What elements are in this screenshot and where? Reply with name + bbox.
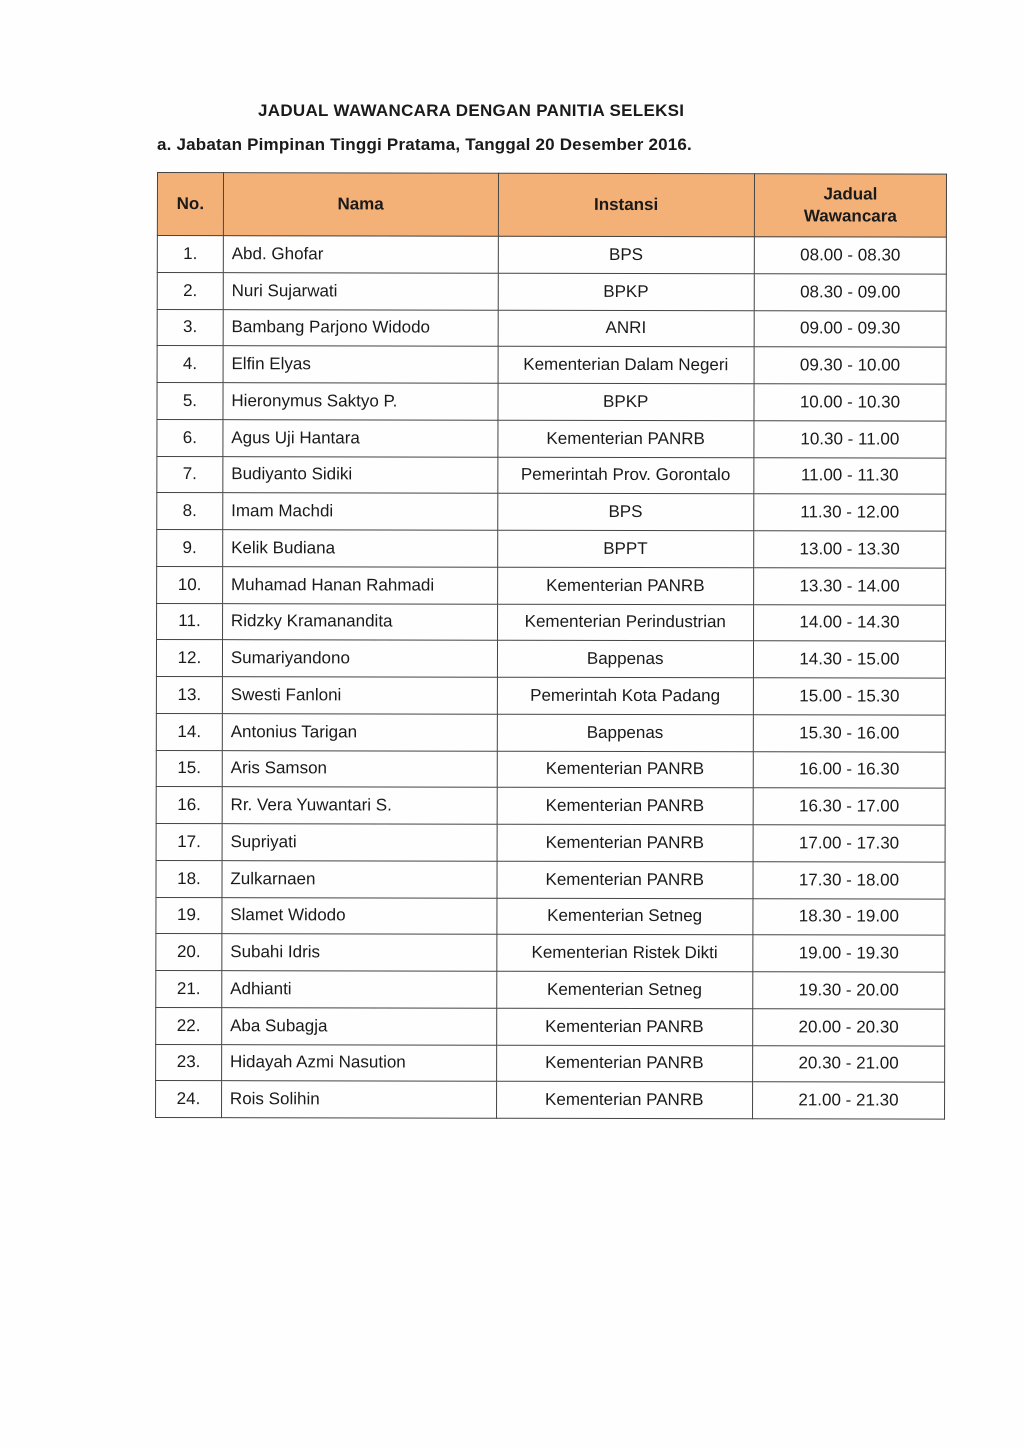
cell-nama: Elfin Elyas [223,346,498,383]
cell-jadual: 13.30 - 14.00 [753,568,945,605]
table-row [156,823,945,861]
cell-no: 13. [156,676,222,713]
cell-no: 18. [156,860,222,897]
cell-instansi: Kementerian PANRB [497,751,753,788]
cell-jadual: 10.00 - 10.30 [754,384,946,421]
section-heading: a. Jabatan Pimpinan Tinggi Pratama, Tanggal 20 Desember 2016. [157,135,692,154]
table-body [156,236,947,1120]
cell-no: 14. [156,713,222,750]
cell-jadual: 19.00 - 19.30 [753,935,945,972]
cell-nama: Subahi Idris [222,934,497,971]
table-row [157,236,946,274]
cell-jadual: 14.30 - 15.00 [753,641,945,678]
cell-instansi: Kementerian Perindustrian [497,604,753,641]
header-jadual-line2: Wawancara [803,206,897,226]
cell-nama: Hidayah Azmi Nasution [221,1044,496,1081]
cell-instansi: BPKP [497,383,753,420]
table-row [157,566,946,604]
cell-nama: Abd. Ghofar [223,236,498,273]
cell-jadual: 17.00 - 17.30 [753,825,945,862]
cell-no: 23. [156,1044,222,1081]
cell-instansi: Kementerian Dalam Negeri [498,346,754,383]
cell-nama: Antonius Tarigan [222,713,497,750]
cell-instansi: Pemerintah Kota Padang [497,677,753,714]
cell-no: 20. [156,934,222,971]
schedule-table [155,172,947,1120]
cell-instansi: Kementerian PANRB [497,420,753,457]
cell-nama: Supriyati [222,824,497,861]
table-row [156,676,945,714]
cell-jadual: 13.00 - 13.30 [754,531,946,568]
cell-jadual: 09.00 - 09.30 [754,310,946,347]
cell-no: 7. [157,456,223,493]
cell-instansi: BPPT [497,530,753,567]
cell-jadual: 20.30 - 21.00 [752,1045,944,1082]
cell-jadual: 19.30 - 20.00 [753,972,945,1009]
cell-jadual: 08.00 - 08.30 [754,237,946,274]
table-row [157,419,946,457]
cell-jadual: 15.00 - 15.30 [753,678,945,715]
table-row [156,750,945,788]
cell-nama: Budiyanto Sidiki [223,456,498,493]
cell-no: 19. [156,897,222,934]
table-row [156,897,945,935]
cell-jadual: 08.30 - 09.00 [754,274,946,311]
cell-nama: Rois Solihin [221,1081,496,1118]
cell-nama: Bambang Parjono Widodo [223,309,498,346]
cell-instansi: BPS [498,236,754,273]
table-row [156,640,945,678]
cell-nama: Aba Subagja [222,1007,497,1044]
cell-no: 4. [157,346,223,383]
cell-jadual: 09.30 - 10.00 [754,347,946,384]
table-row [156,970,945,1008]
cell-instansi: Pemerintah Prov. Gorontalo [497,457,753,494]
cell-nama: Ridzky Kramanandita [222,603,497,640]
cell-instansi: Kementerian Setneg [496,971,752,1008]
table-row [157,309,946,347]
table-row [157,456,946,494]
table-header [157,173,946,238]
cell-no: 11. [157,603,223,640]
cell-no: 8. [157,493,223,530]
cell-no: 10. [157,566,223,603]
table-row [156,1007,945,1045]
cell-instansi: Kementerian PANRB [496,1081,752,1118]
cell-no: 22. [156,1007,222,1044]
table-row [156,787,945,825]
header-jadual [754,174,946,237]
header-row [157,173,946,238]
page-title: JADUAL WAWANCARA DENGAN PANITIA SELEKSI [258,101,685,120]
cell-nama: Agus Uji Hantara [223,419,498,456]
cell-no: 2. [157,272,223,309]
cell-no: 6. [157,419,223,456]
cell-nama: Hieronymus Saktyo P. [223,383,498,420]
cell-no: 3. [157,309,223,346]
cell-instansi: Kementerian PANRB [496,1045,752,1082]
cell-jadual: 16.30 - 17.00 [753,788,945,825]
cell-no: 15. [156,750,222,787]
cell-jadual: 17.30 - 18.00 [753,861,945,898]
cell-instansi: BPKP [498,273,754,310]
cell-nama: Adhianti [222,971,497,1008]
cell-nama: Slamet Widodo [222,897,497,934]
cell-jadual: 18.30 - 19.00 [753,898,945,935]
table-row [156,713,945,751]
cell-nama: Aris Samson [222,750,497,787]
cell-instansi: Bappenas [497,640,753,677]
table-row [157,493,946,531]
cell-jadual: 15.30 - 16.00 [753,715,945,752]
cell-nama: Swesti Fanloni [222,677,497,714]
table-row [157,530,946,568]
cell-jadual: 16.00 - 16.30 [753,751,945,788]
cell-jadual: 14.00 - 14.30 [753,604,945,641]
cell-no: 16. [156,787,222,824]
header-instansi: Instansi [498,173,755,237]
table-row [157,383,946,421]
cell-jadual: 11.00 - 11.30 [754,457,946,494]
cell-no: 5. [157,383,223,420]
cell-jadual: 21.00 - 21.30 [752,1082,944,1119]
header-jadual-line1: Jadual [823,184,878,204]
cell-jadual: 20.00 - 20.30 [753,1008,945,1045]
cell-no: 9. [157,530,223,567]
table-row [156,860,945,898]
header-nama: Nama [223,173,498,237]
table-row [156,934,945,972]
cell-instansi: Kementerian Setneg [496,898,752,935]
cell-no: 17. [156,823,222,860]
cell-instansi: Kementerian PANRB [496,861,752,898]
cell-instansi: Bappenas [497,714,753,751]
table-row [156,1044,945,1082]
cell-no: 1. [157,236,223,273]
cell-nama: Muhamad Hanan Rahmadi [222,566,497,603]
cell-instansi: Kementerian PANRB [497,824,753,861]
cell-instansi: Kementerian PANRB [496,1008,752,1045]
cell-instansi: BPS [497,493,753,530]
cell-nama: Sumariyandono [222,640,497,677]
cell-nama: Kelik Budiana [223,530,498,567]
header-no: No. [157,173,223,236]
cell-instansi: Kementerian Ristek Dikti [496,934,752,971]
cell-no: 24. [156,1081,222,1118]
table-row [157,272,946,310]
table-row [157,603,946,641]
cell-instansi: Kementerian PANRB [497,787,753,824]
cell-jadual: 10.30 - 11.00 [754,421,946,458]
table-row [156,1081,945,1119]
cell-jadual: 11.30 - 12.00 [754,494,946,531]
cell-no: 21. [156,970,222,1007]
cell-instansi: Kementerian PANRB [497,567,753,604]
cell-nama: Rr. Vera Yuwantari S. [222,787,497,824]
cell-nama: Imam Machdi [223,493,498,530]
cell-nama: Nuri Sujarwati [223,272,498,309]
cell-instansi: ANRI [498,310,754,347]
table-row [157,346,946,384]
cell-nama: Zulkarnaen [222,860,497,897]
cell-no: 12. [156,640,222,677]
